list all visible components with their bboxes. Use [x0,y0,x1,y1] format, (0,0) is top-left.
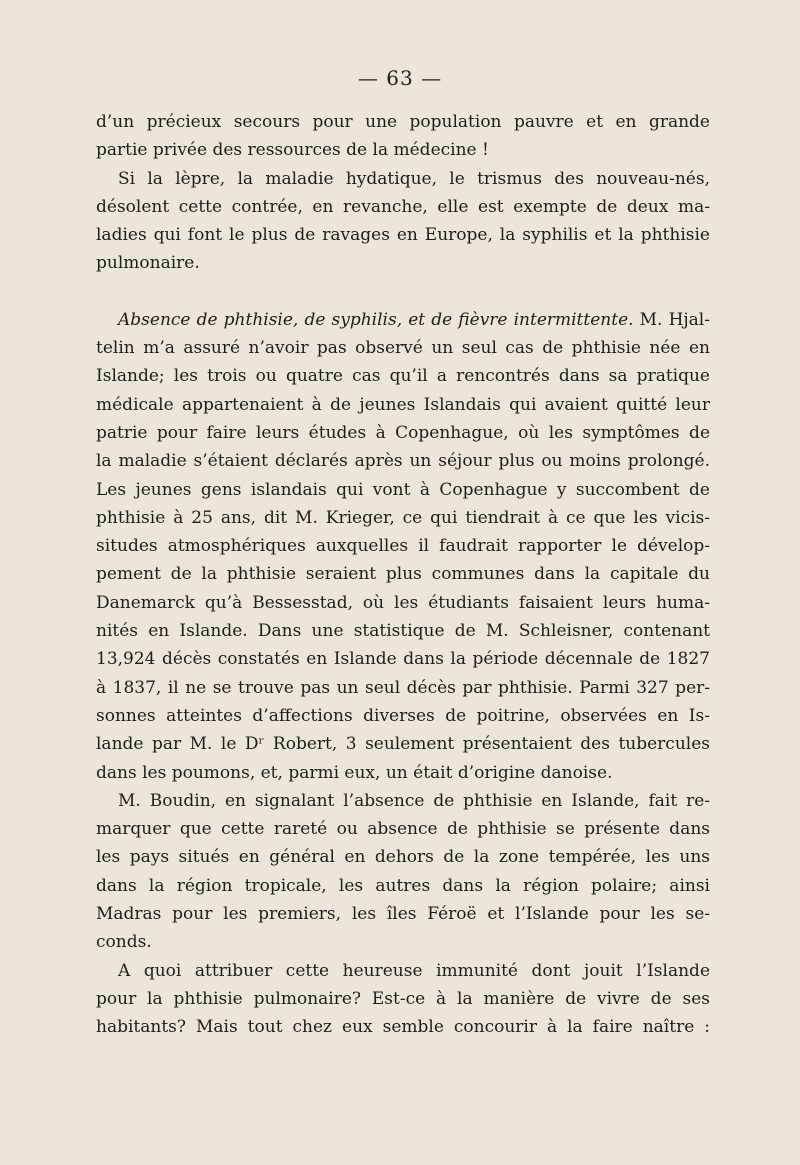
text-line: partie privée des ressources de la médecine ! [96,140,489,161]
body-text [96,108,710,1042]
text-line: habitants? Mais tout chez eux semble concourir à la faire naître : [96,1017,710,1038]
text-line: Si la lèpre, la maladie hydatique, le trismus des nouveau-nés, [118,168,710,189]
text-line: Danemarck qu’à Bessesstad, où les étudiants faisaient leurs huma- [96,592,710,613]
text-line: sonnes atteintes d’affections diverses de poitrine, observées en Is- [96,705,710,726]
text-line: d’un précieux secours pour une population pauvre et en grande [96,112,710,132]
text-line: telin m’a assuré n’avoir pas observé un seul cas de phthisie née en [96,338,710,359]
text-line: ladies qui font le plus de ravages en Europe, la syphilis et la phthisie [96,225,710,246]
text-line: médicale appartenaient à de jeunes Islandais qui avaient quitté leur [96,394,710,415]
text-line: Madras pour les premiers, les îles Féroë et l’Islande pour les se- [96,904,710,925]
text-line [96,306,710,334]
page-number: — 63 — [357,66,443,90]
paragraph-1 [96,108,710,165]
text-line: Islande; les trois ou quatre cas qu’il a rencontrés dans sa pratique [96,366,710,387]
heading-continuation: M. Hjal- [633,309,710,330]
text-line: situdes atmosphériques auxquelles il faudrait rapporter le dévelop- [96,536,710,557]
text-line: à 1837, il ne se trouve pas un seul décès par phthisie. Parmi 327 per- [96,677,710,698]
text-line: pement de la phthisie seraient plus communes dans la capitale du [96,564,710,585]
paragraph-2 [96,165,710,278]
text-line: Les jeunes gens islandais qui vont à Copenhague y succombent de [96,479,710,500]
text-line: pour la phthisie pulmonaire? Est-ce à la manière de vivre de ses [96,988,710,1009]
text-line: 13,924 décès constatés en Islande dans la période décennale de 1827 [96,649,710,670]
text-line: dans les poumons, et, parmi eux, un était d’origine danoise. [96,762,613,783]
text-line: marquer que cette rareté ou absence de phthisie se présente dans [96,819,710,840]
text-line: dans la région tropicale, les autres dans la région polaire; ainsi [96,875,710,896]
text-line: nités en Islande. Dans une statistique de M. Schleisner, contenant [96,621,710,642]
paragraph-5 [96,957,710,1042]
text-line: M. Boudin, en signalant l’absence de phthisie en Islande, fait re- [118,790,710,811]
section-heading: Absence de phthisie, de syphilis, et de fièvre intermittente. [118,309,634,330]
text-line: pulmonaire. [96,253,200,274]
text-line: patrie pour faire leurs études à Copenhague, où les symptômes de [96,422,710,443]
text-line: phthisie à 25 ans, dit M. Krieger, ce qui tiendrait à ce que les vicis- [96,507,710,528]
text-line: la maladie s’étaient déclarés après un séjour plus ou moins prolongé. [96,451,710,472]
text-line: lande par M. le Dʳ Robert, 3 seulement présentaient des tubercules [96,734,710,755]
text-line: A quoi attribuer cette heureuse immunité dont jouit l’Islande [118,960,710,981]
text-line: conds. [96,932,152,953]
text-line: désolent cette contrée, en revanche, elle est exempte de deux ma- [96,196,710,217]
paragraph-4 [96,787,710,957]
paragraph-3 [96,306,710,787]
text-line: les pays situés en général en dehors de la zone tempérée, les uns [96,847,710,868]
